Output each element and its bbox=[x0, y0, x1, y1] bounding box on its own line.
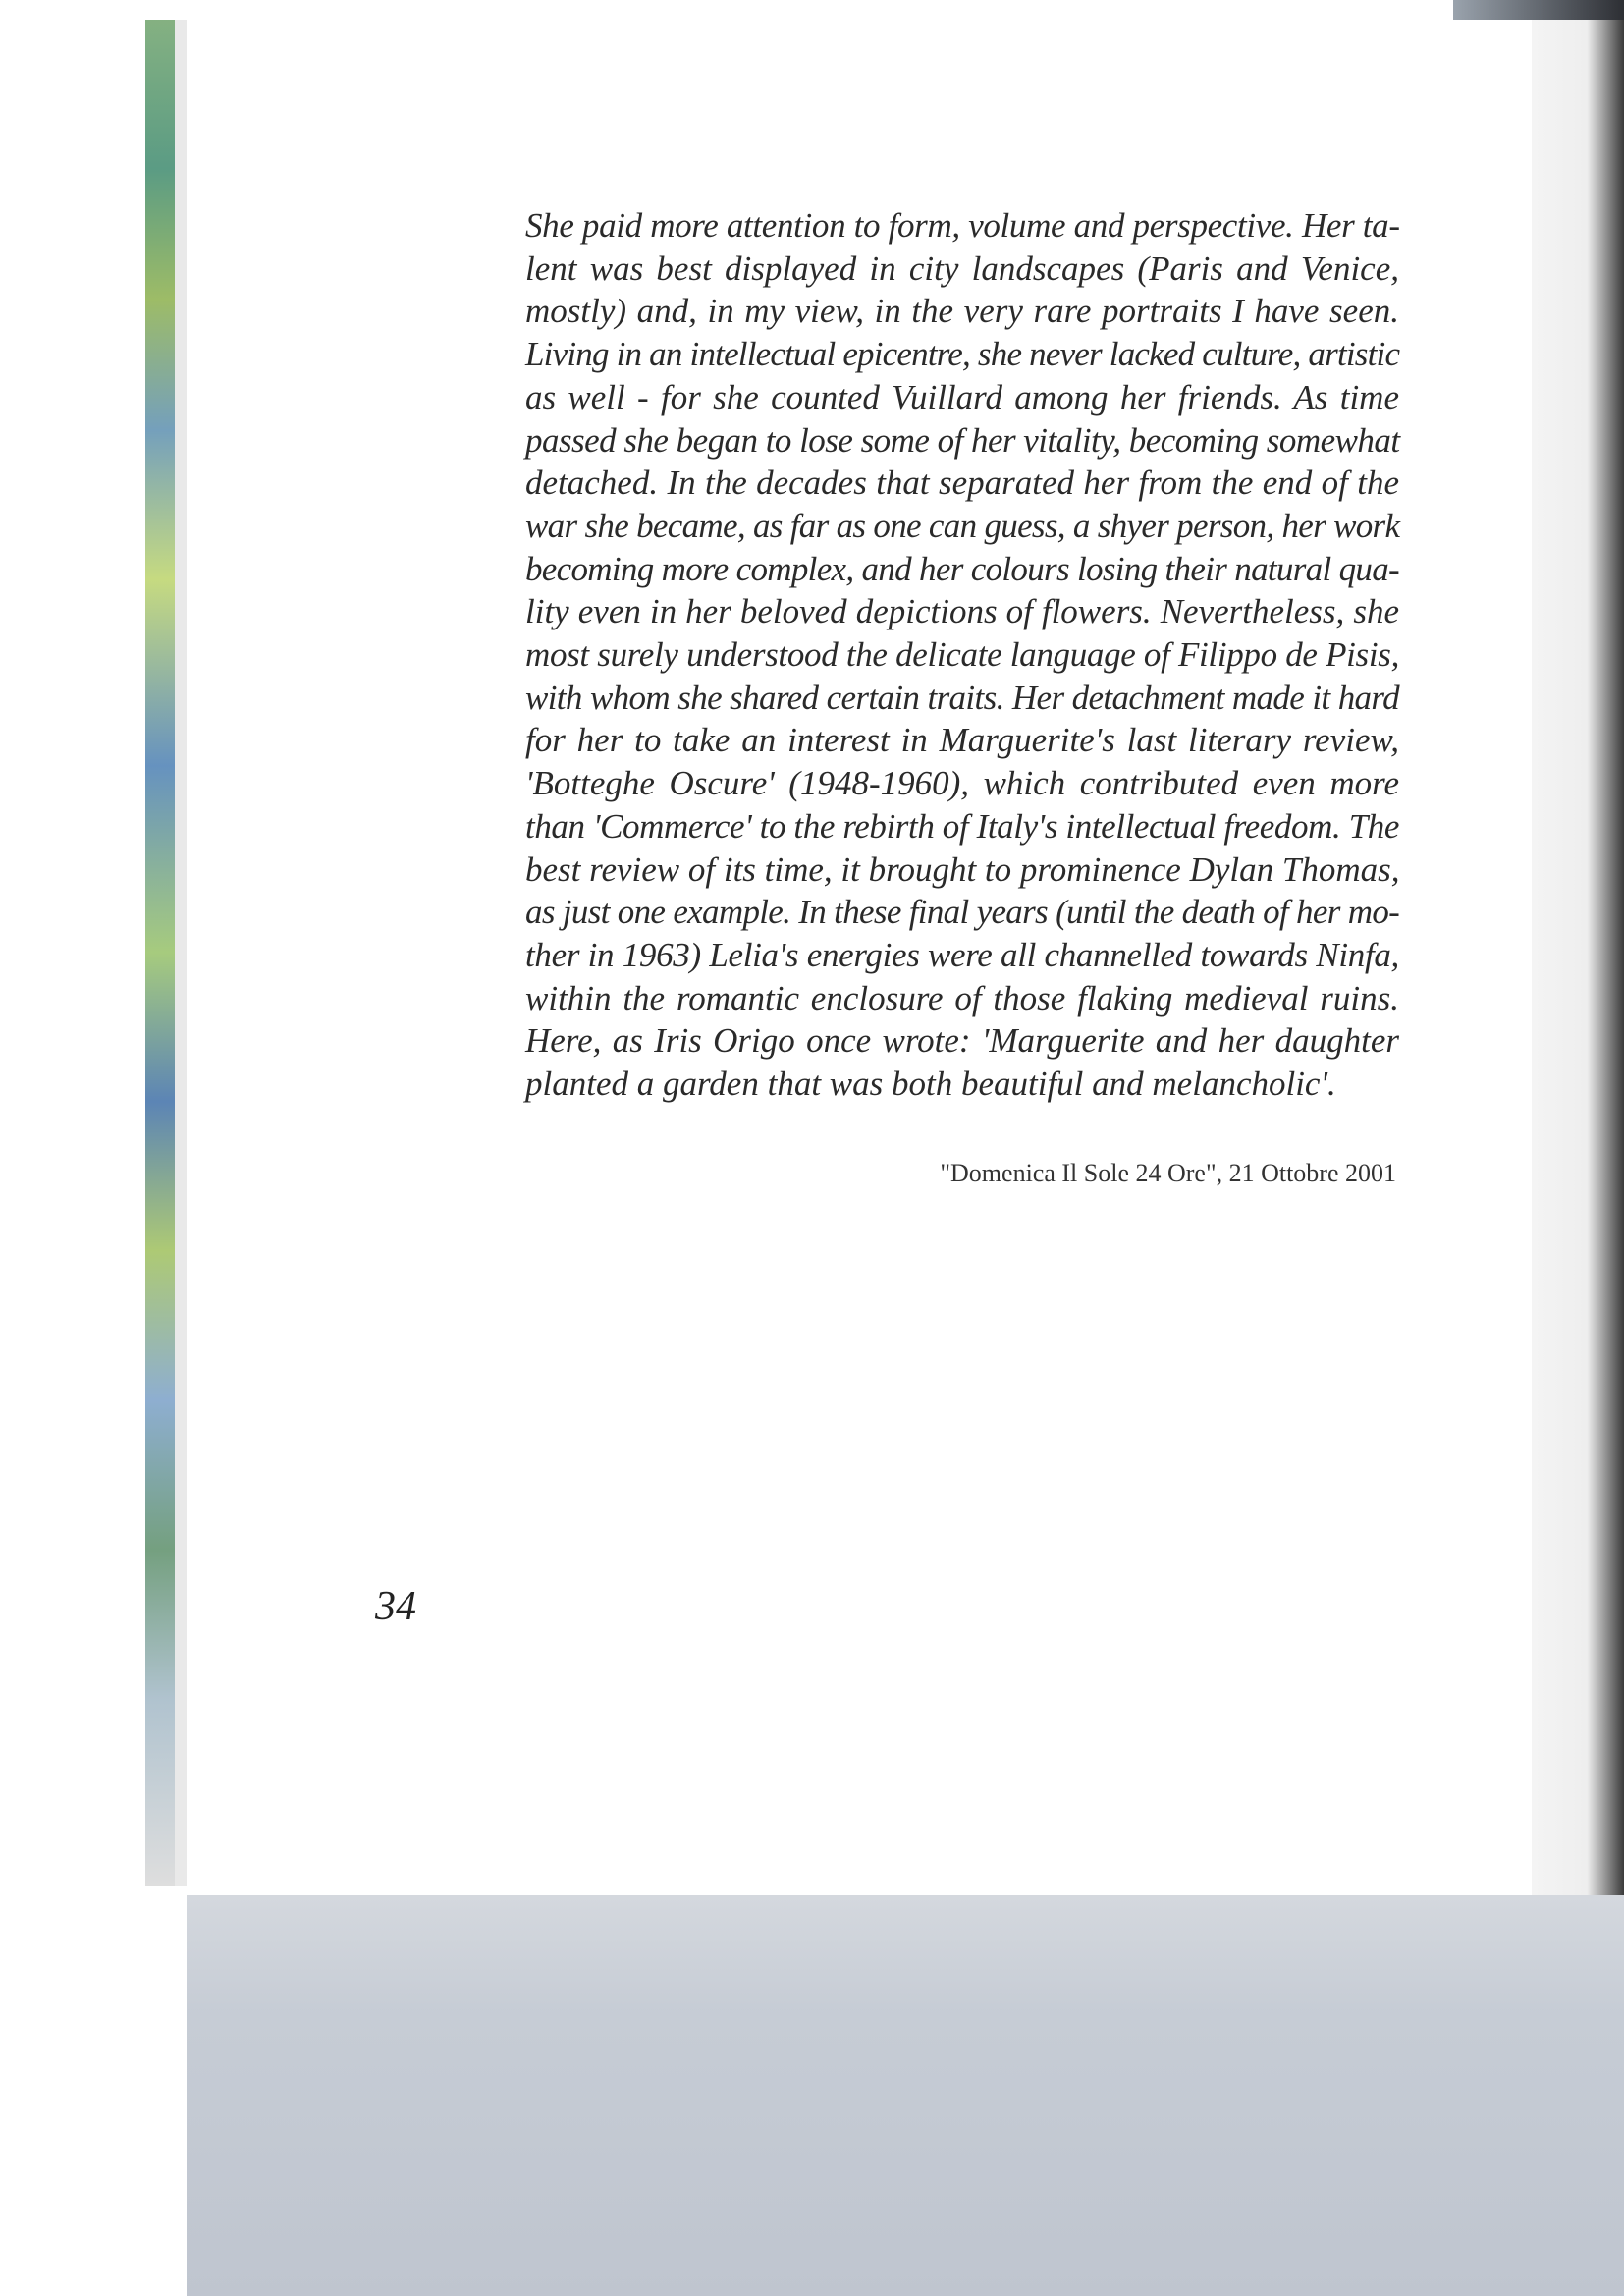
book-cover-edge bbox=[145, 20, 175, 1886]
source-citation: "Domenica Il Sole 24 Ore", 21 Ottobre 2001 bbox=[940, 1159, 1396, 1187]
page-gutter bbox=[175, 20, 187, 1886]
text-line: planted a garden that was both beautiful and melancholic'. bbox=[525, 1065, 1336, 1104]
text-line: than 'Commerce' to the rebirth of Italy's intellectual freedom. The bbox=[525, 806, 1399, 846]
text-line: war she became, as far as one can guess, a shyer person, her work bbox=[525, 506, 1400, 545]
text-line: as just one example. In these final years (until the death of her mo- bbox=[525, 893, 1400, 932]
text-line: detached. In the decades that separated her from the end of the bbox=[525, 464, 1399, 503]
text-line: within the romantic enclosure of those flaking medieval ruins. bbox=[525, 978, 1399, 1017]
text-line: mostly) and, in my view, in the very rare portraits I have seen. bbox=[525, 292, 1399, 331]
text-line: Living in an intellectual epicentre, she never lacked culture, artistic bbox=[525, 335, 1400, 374]
scanner-bed bbox=[187, 1895, 1624, 2296]
text-line: ther in 1963) Lelia's energies were all channelled towards Ninfa, bbox=[525, 935, 1399, 974]
text-line: passed she began to lose some of her vitality, becoming somewhat bbox=[525, 420, 1400, 460]
text-line: lent was best displayed in city landscapes (Paris and Venice, bbox=[525, 248, 1399, 288]
text-line: for her to take an interest in Marguerite's last literary review, bbox=[525, 721, 1399, 760]
article-body bbox=[525, 204, 1399, 1106]
text-line: Here, as Iris Origo once wrote: 'Marguerite and her daughter bbox=[525, 1021, 1399, 1061]
text-line: as well - for she counted Vuillard among her friends. As time bbox=[525, 377, 1399, 416]
text-line: becoming more complex, and her colours losing their natural qua- bbox=[525, 549, 1399, 588]
text-line: lity even in her beloved depictions of flowers. Nevertheless, she bbox=[525, 592, 1399, 631]
text-line: most surely understood the delicate language of Filippo de Pisis, bbox=[525, 635, 1399, 675]
text-line: 'Botteghe Oscure' (1948-1960), which contributed even more bbox=[525, 764, 1399, 803]
text-line: She paid more attention to form, volume and perspective. Her ta- bbox=[525, 206, 1400, 245]
scan-right-edge bbox=[1532, 20, 1624, 1895]
text-line: with whom she shared certain traits. Her detachment made it hard bbox=[525, 678, 1399, 717]
page-number: 34 bbox=[375, 1584, 416, 1629]
text-line: best review of its time, it brought to prominence Dylan Thomas, bbox=[525, 849, 1400, 889]
